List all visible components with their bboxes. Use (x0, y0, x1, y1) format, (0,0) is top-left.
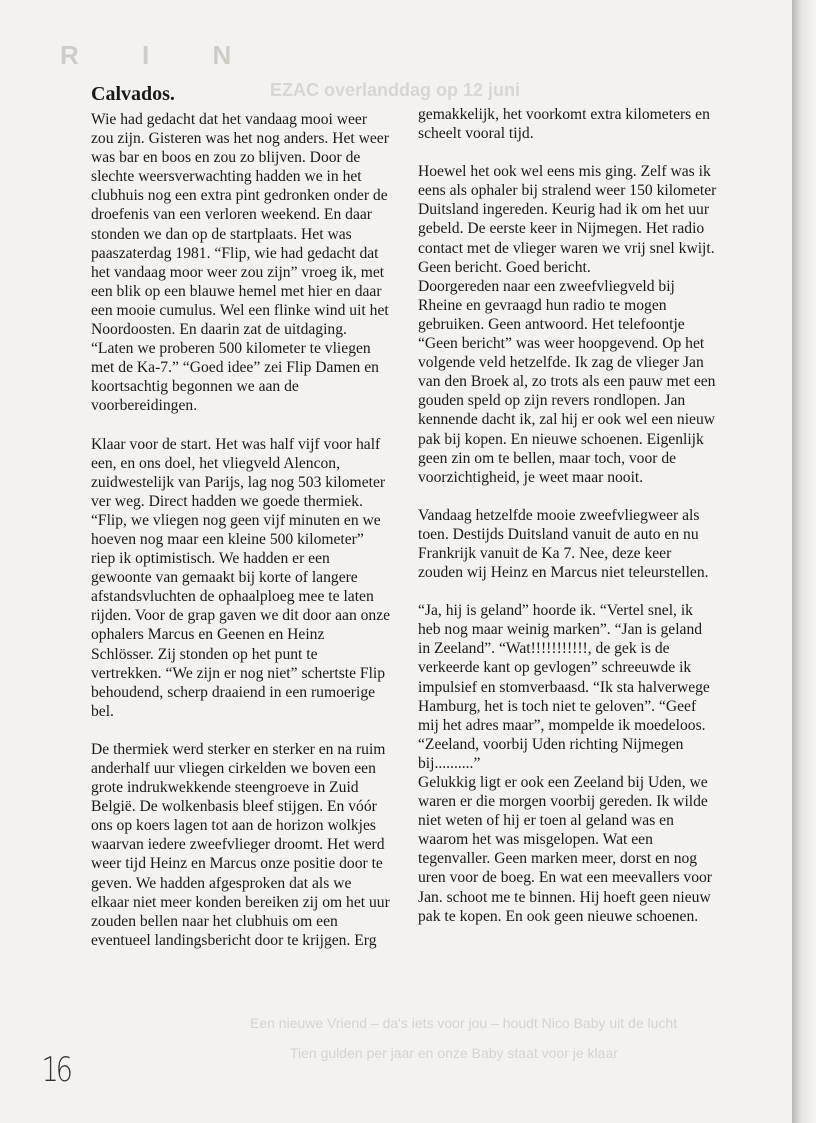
paragraph: Klaar voor de start. Het was half vijf voor half een, en ons doel, het vliegveld Alencon, zuidwestelijk van Parijs, lag nog 503 kilometer ver weg. Direct hadden we goede thermiek. “Flip, we vliegen nog geen vijf minuten en we hoeven nog maar een kleine 500 kilometer” riep ik optimistisch. We hadden er een gewoonte van gemaakt bij korte of langere afstandsvluchten de ophaalploeg mee te laten rijden. Voor de grap gaven we dit door aan onze ophalers Marcus en Geenen en Heinz Schlösser. Zij stonden op het punt te vertrekken. “We zijn er nog niet” schertste Flip behoudend, scherp draaiend in een rumoerige bel. (91, 435, 391, 720)
paragraph: “Ja, hij is geland” hoorde ik. “Vertel snel, ik heb nog maar weinig marken”. “Jan is geland in Zeeland”. “Wat!!!!!!!!!!!, de gek is de verkeerde kant op gevlogen” schreeuwde ik impulsief en stomverbaasd. “Ik sta halverwege Hamburg, het is toch niet te geloven”. “Geef mij het adres maar”, mompelde ik moedeloos. “Zeeland, voorbij Uden richting Nijmegen bij..........” (418, 602, 710, 772)
page-edge (792, 0, 816, 1123)
show-through-text: Tien gulden per jaar en onze Baby staat voor je klaar (290, 1045, 618, 1061)
article-column-left (91, 82, 391, 950)
paragraph: Doorgereden naar een zweefvliegveld bij Rheine en gevraagd hun radio te mogen gebruiken. Geen antwoord. Het telefoontje “Geen bericht” was weer hoopgevend. Op het volgende veld hetzelfde. Ik zag de vlieger Jan van den Broek al, zo trots als een pauw met een gouden speld op zijn revers rondlopen. Jan kennende dacht ik, zal hij er ook wel een nieuw pak bij kopen. En nieuwe schoenen. Eigenlijk geen zin om te bellen, maar toch, voor de voorzichtigheid, je weet maar nooit. (418, 277, 716, 486)
paragraph-gap (91, 721, 391, 740)
show-through-text: Een nieuwe Vriend – da's iets voor jou – houdt Nico Baby uit de lucht (250, 1015, 678, 1031)
paragraph-gap (418, 582, 718, 601)
paragraph: Gelukkig ligt er ook een Zeeland bij Uden, we waren er die morgen voorbij gereden. Ik wilde niet weten of hij er toen al geland was en waarom het was misgelopen. Wat een tegenvaller. Geen marken meer, dorst en nog uren voor de boeg. En wat een meevallers voor Jan. schoot me te binnen. Hij hoeft geen nieuw pak te kopen. En ook geen nieuwe schoenen. (418, 774, 713, 925)
paragraph-gap (91, 416, 391, 435)
paragraph: Wie had gedacht dat het vandaag mooi weer zou zijn. Gisteren was het nog anders. Het weer was bar en boos en zou zo blijven. Door de slechte weersverwachting hadden we in het clubhuis nog een extra pint gedronken onder de droefenis van een verloren weekend. En daar stonden we dan op de startplaats. Het was paaszaterdag 1981. “Flip, wie had gedacht dat het vandaag moor weer zou zijn” vroeg ik, met een blik op een blauwe hemel met hier en daar een mooie cumulus. Wel een flinke wind uit het Noordoosten. En daarin zat de uitdaging. (91, 111, 389, 339)
paragraph-gap (418, 143, 718, 162)
article-column-right (418, 105, 718, 926)
paragraph: De thermiek werd sterker en sterker en na ruim anderhalf uur vliegen cirkelden we boven een grote indrukwekkende steengroeve in Zuid België. De wolkenbasis bleef stijgen. En vóór ons op koers lagen tot aan de horizon wolkjes waarvan iedere zweefvlieger droomt. Het werd weer tijd Heinz en Marcus onze positie door te geven. We hadden afgesproken dat als we elkaar niet meer konden bereiken zij om het uur zouden bellen naar het clubhuis om een eventueel landingsbericht door te krijgen. Erg (91, 740, 390, 949)
paragraph: gemakkelijk, het voorkomt extra kilometers en scheelt vooral tijd. (418, 106, 710, 143)
paragraph-gap (418, 487, 718, 506)
show-through-text: EZAC overlanddag op 12 juni (270, 80, 521, 100)
handwritten-page-number: 16 (41, 1050, 70, 1090)
show-through-text: R I N (60, 40, 260, 70)
paragraph: “Laten we proberen 500 kilometer te vliegen met de Ka-7.” “Goed idee” zei Flip Damen en koortsachtig begonnen we aan de voorbereidingen. (91, 340, 379, 415)
paragraph: Vandaag hetzelfde mooie zweefvliegweer als toen. Destijds Duitsland vanuit de auto en nu Frankrijk vanuit de Ka 7. Nee, deze keer zouden wij Heinz en Marcus niet teleurstellen. (418, 506, 709, 582)
paragraph: Hoewel het ook wel eens mis ging. Zelf was ik eens als ophaler bij stralend weer 150 kilometer Duitsland ingereden. Keurig had ik om het uur gebeld. De eerste keer in Nijmegen. Het radio contact met de vlieger waren we vrij snel kwijt. Geen bericht. Goed bericht. (418, 163, 717, 276)
article-title: Calvados. (91, 83, 175, 105)
